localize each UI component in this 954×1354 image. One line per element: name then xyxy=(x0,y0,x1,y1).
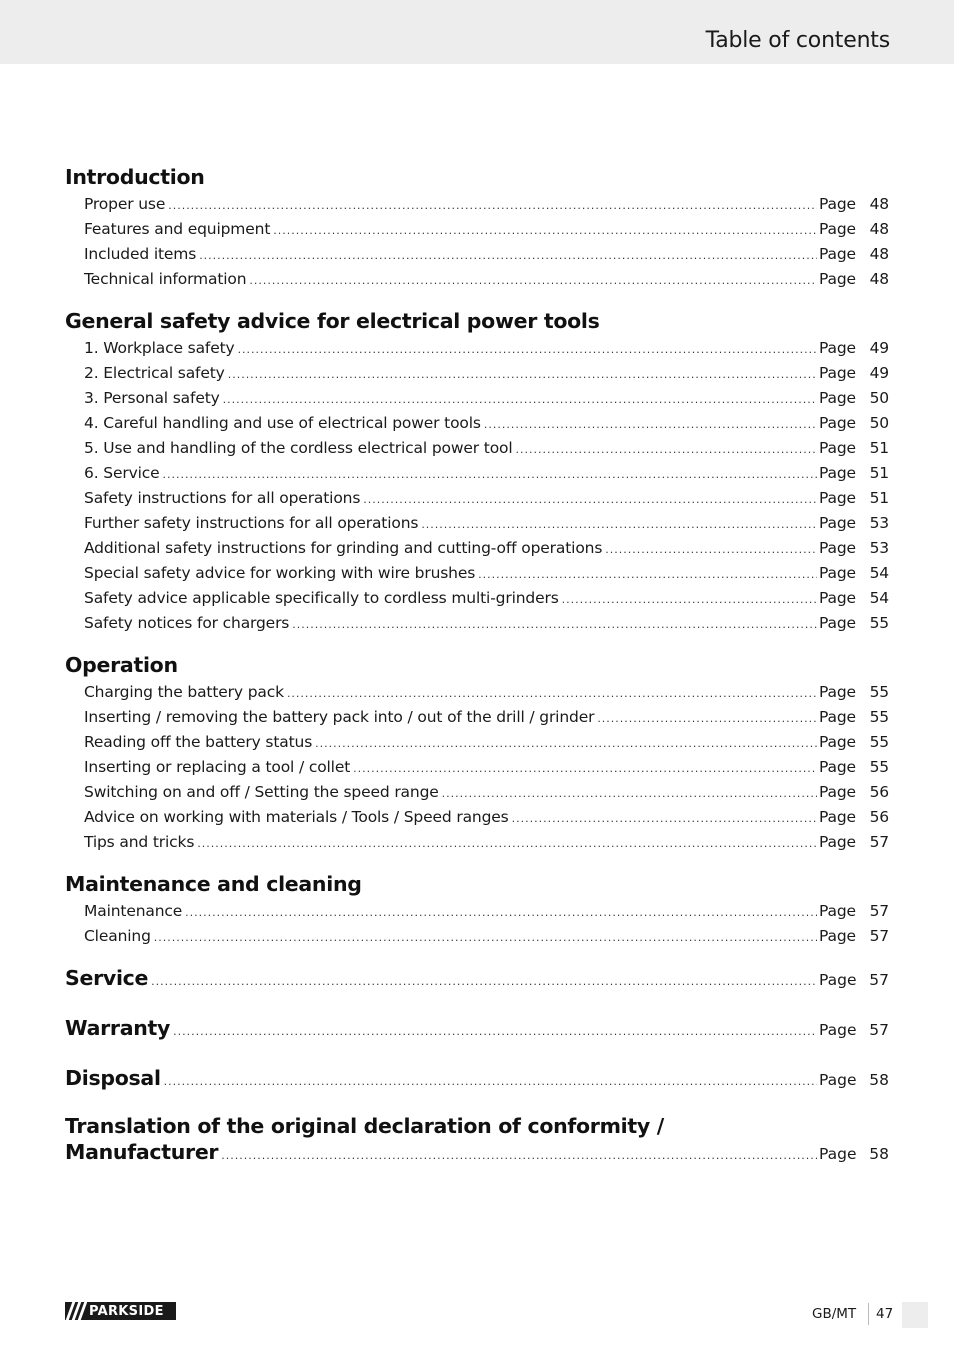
page-word: Page xyxy=(819,414,856,432)
footer-divider xyxy=(868,1303,869,1325)
toc-section xyxy=(65,869,889,949)
page-word: Page xyxy=(819,614,856,632)
dot-leader xyxy=(238,337,817,362)
toc-entry[interactable] xyxy=(65,336,889,361)
page-word: Page xyxy=(819,389,856,407)
entry-label: Included items xyxy=(84,245,197,263)
page-word: Page xyxy=(819,270,856,288)
page-word: Page xyxy=(819,902,856,920)
page-word: Page xyxy=(819,833,856,851)
page-title: Table of contents xyxy=(705,28,890,53)
page-word: Page xyxy=(819,589,856,607)
page-number: 49 xyxy=(869,364,889,382)
toc-entry[interactable] xyxy=(65,830,889,855)
page-word: Page xyxy=(819,339,856,357)
toc-entry[interactable] xyxy=(65,242,889,267)
entry-label: Maintenance xyxy=(84,902,183,920)
toc-entry[interactable] xyxy=(65,217,889,242)
toc-entry[interactable] xyxy=(65,924,889,949)
entry-label: Additional safety instructions for grinding and cutting-off operations xyxy=(84,539,603,557)
page-number: 55 xyxy=(869,683,889,701)
toc-entry[interactable] xyxy=(65,361,889,386)
entry-label: Special safety advice for working with wire brushes xyxy=(84,564,476,582)
page-number: 57 xyxy=(869,927,889,945)
page-number: 57 xyxy=(869,902,889,920)
entry-label: Inserting or replacing a tool / collet xyxy=(84,758,351,776)
page-number: 50 xyxy=(869,389,889,407)
dot-leader xyxy=(315,731,817,756)
toc-headline-entry[interactable] xyxy=(65,963,889,1013)
dot-leader xyxy=(163,462,817,487)
toc-headline-entry[interactable] xyxy=(65,1063,889,1113)
toc-entry[interactable] xyxy=(65,386,889,411)
entry-label: Safety instructions for all operations xyxy=(84,489,361,507)
page-word: Page xyxy=(819,758,856,776)
page-number: 49 xyxy=(869,339,889,357)
entry-label: Safety advice applicable specifically to cordless multi-grinders xyxy=(84,589,559,607)
page-number: 55 xyxy=(869,614,889,632)
toc-entry[interactable] xyxy=(65,755,889,780)
page-number: 57 xyxy=(869,833,889,851)
toc-entry[interactable] xyxy=(65,680,889,705)
dot-leader xyxy=(228,362,817,387)
page-number: 54 xyxy=(869,564,889,582)
footer-box xyxy=(902,1302,928,1328)
entry-label: 3. Personal safety xyxy=(84,389,220,407)
dot-leader xyxy=(478,562,817,587)
dot-leader xyxy=(164,1067,817,1097)
toc-entry[interactable] xyxy=(65,586,889,611)
page-number: 55 xyxy=(869,708,889,726)
page-number: 51 xyxy=(869,489,889,507)
entry-label: Advice on working with materials / Tools / Speed ranges xyxy=(84,808,509,826)
dot-leader xyxy=(287,681,817,706)
page-number: 54 xyxy=(869,589,889,607)
table-of-contents xyxy=(65,162,889,1169)
entry-label: 2. Electrical safety xyxy=(84,364,225,382)
page-number: 57 xyxy=(869,1021,889,1039)
dot-leader xyxy=(353,756,817,781)
dot-leader xyxy=(273,218,817,243)
entry-label: 5. Use and handling of the cordless electrical power tool xyxy=(84,439,513,457)
page-number: 53 xyxy=(869,539,889,557)
dot-leader xyxy=(197,831,817,856)
page-word: Page xyxy=(819,1021,857,1039)
toc-entry[interactable] xyxy=(65,511,889,536)
toc-entry[interactable] xyxy=(65,267,889,292)
toc-entry[interactable] xyxy=(65,899,889,924)
dot-leader xyxy=(185,900,817,925)
page-word: Page xyxy=(819,464,856,482)
parkside-logo xyxy=(65,1302,176,1320)
page-word: Page xyxy=(819,195,856,213)
page-word: Page xyxy=(819,514,856,532)
toc-entry[interactable] xyxy=(65,805,889,830)
dot-leader xyxy=(168,193,817,218)
page-number: 51 xyxy=(869,439,889,457)
page-number: 51 xyxy=(869,464,889,482)
page-word: Page xyxy=(819,245,856,263)
page-word: Page xyxy=(819,808,856,826)
brand-name: PARKSIDE xyxy=(89,1303,164,1319)
dot-leader xyxy=(199,243,817,268)
page-number: 58 xyxy=(869,1071,889,1089)
section-title[interactable]: Maintenance and cleaning xyxy=(65,872,362,896)
toc-entry[interactable] xyxy=(65,461,889,486)
toc-entry[interactable] xyxy=(65,730,889,755)
declaration-entry[interactable] xyxy=(65,1113,889,1169)
page-word: Page xyxy=(819,439,856,457)
dot-leader xyxy=(151,967,817,997)
page-word: Page xyxy=(819,364,856,382)
toc-headline-entry[interactable] xyxy=(65,1013,889,1063)
entry-label: Safety notices for chargers xyxy=(84,614,290,632)
toc-entry[interactable] xyxy=(65,705,889,730)
page-number: 56 xyxy=(869,783,889,801)
page-word: Page xyxy=(819,683,856,701)
footer-page-number: 47 xyxy=(876,1306,894,1322)
toc-headline-entries xyxy=(65,963,889,1113)
page-number: 50 xyxy=(869,414,889,432)
toc-entry[interactable] xyxy=(65,411,889,436)
entry-label: Tips and tricks xyxy=(84,833,195,851)
section-title[interactable]: Operation xyxy=(65,653,178,677)
entry-label: Technical information xyxy=(84,270,247,288)
dot-leader xyxy=(597,706,817,731)
entry-label: Warranty xyxy=(65,1016,171,1040)
dot-leader xyxy=(249,268,817,293)
entry-label: 6. Service xyxy=(84,464,160,482)
entry-label: Switching on and off / Setting the speed range xyxy=(84,783,439,801)
page-number: 48 xyxy=(869,195,889,213)
page-word: Page xyxy=(819,220,856,238)
dot-leader xyxy=(442,781,817,806)
dot-leader xyxy=(484,412,817,437)
dot-leader xyxy=(363,487,817,512)
entry-label: 1. Workplace safety xyxy=(84,339,235,357)
declaration-title-line1: Translation of the original declaration of conformity / xyxy=(65,1114,664,1138)
toc-entry[interactable] xyxy=(65,486,889,511)
page-word: Page xyxy=(819,708,856,726)
page-number: 58 xyxy=(869,1145,889,1163)
page-number: 55 xyxy=(869,733,889,751)
toc-entry[interactable] xyxy=(65,611,889,636)
page-word: Page xyxy=(819,1071,857,1089)
section-title[interactable]: General safety advice for electrical power tools xyxy=(65,309,600,333)
footer-language: GB/MT xyxy=(812,1306,857,1322)
toc-sections xyxy=(65,162,889,949)
page-word: Page xyxy=(819,564,856,582)
dot-leader xyxy=(562,587,817,612)
page-number: 53 xyxy=(869,514,889,532)
entry-label: Reading off the battery status xyxy=(84,733,313,751)
page-number: 56 xyxy=(869,808,889,826)
toc-entry[interactable] xyxy=(65,436,889,461)
page-word: Page xyxy=(819,733,856,751)
entry-label: Features and equipment xyxy=(84,220,271,238)
toc-entry[interactable] xyxy=(65,780,889,805)
entry-label: Inserting / removing the battery pack into / out of the drill / grinder xyxy=(84,708,595,726)
toc-entry[interactable] xyxy=(65,192,889,217)
dot-leader xyxy=(154,925,817,950)
logo-stripes-icon xyxy=(65,1302,87,1320)
entry-label: Disposal xyxy=(65,1066,161,1090)
page-word: Page xyxy=(819,783,856,801)
dot-leader xyxy=(605,537,817,562)
toc-section xyxy=(65,306,889,636)
page-number: 57 xyxy=(869,971,889,989)
entry-label: 4. Careful handling and use of electrical power tools xyxy=(84,414,481,432)
page-number: 48 xyxy=(869,245,889,263)
page-word: Page xyxy=(819,1145,857,1163)
dot-leader xyxy=(292,612,817,637)
toc-entry[interactable] xyxy=(65,561,889,586)
toc-section xyxy=(65,650,889,855)
dot-leader xyxy=(221,1143,817,1169)
entry-label: Service xyxy=(65,966,149,990)
dot-leader xyxy=(173,1017,817,1047)
dot-leader xyxy=(421,512,817,537)
page-number: 48 xyxy=(869,220,889,238)
page-word: Page xyxy=(819,971,857,989)
entry-label: Cleaning xyxy=(84,927,151,945)
page-number: 48 xyxy=(869,270,889,288)
page-word: Page xyxy=(819,927,856,945)
dot-leader xyxy=(223,387,817,412)
section-title[interactable]: Introduction xyxy=(65,165,205,189)
page-word: Page xyxy=(819,539,856,557)
dot-leader xyxy=(512,806,817,831)
entry-label: Charging the battery pack xyxy=(84,683,284,701)
entry-label: Further safety instructions for all operations xyxy=(84,514,419,532)
page-number: 55 xyxy=(869,758,889,776)
entry-label: Proper use xyxy=(84,195,166,213)
toc-entry[interactable] xyxy=(65,536,889,561)
page-word: Page xyxy=(819,489,856,507)
toc-section xyxy=(65,162,889,292)
declaration-title-line2: Manufacturer xyxy=(65,1140,219,1164)
dot-leader xyxy=(516,437,817,462)
